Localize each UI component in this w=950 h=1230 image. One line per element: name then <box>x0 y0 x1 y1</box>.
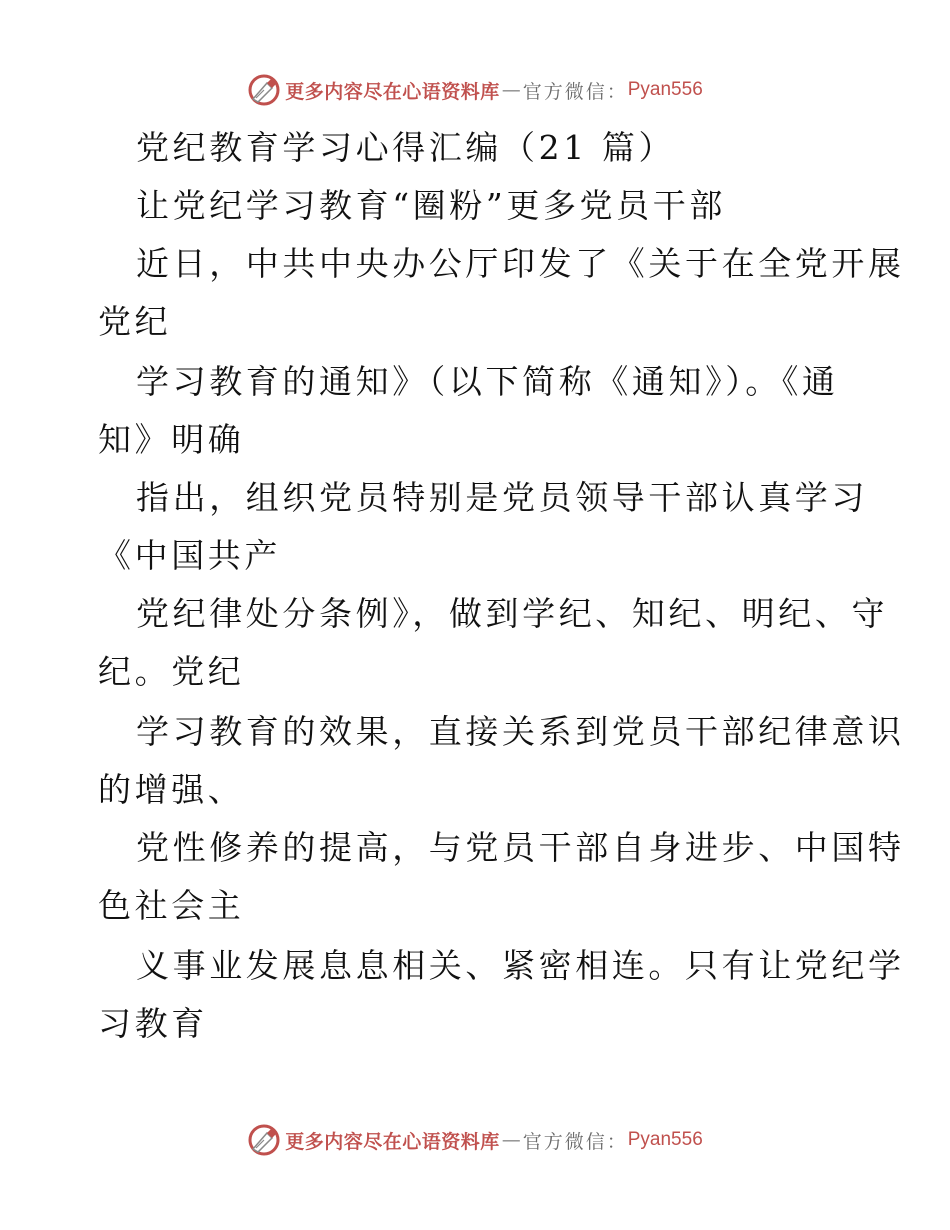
watermark-dash: — <box>501 1129 521 1151</box>
watermark-wechat-label: 官方微信： <box>522 80 628 103</box>
text-line: 近日，中共中央办公厅印发了《关于在全党开展 <box>136 244 905 283</box>
text-line: 习教育 <box>98 1004 208 1043</box>
watermark-wechat-id: Pyan556 <box>627 79 703 100</box>
text-line: 义事业发展息息相关、紧密相连。只有让党纪学 <box>136 946 905 985</box>
text-line: 党性修养的提高，与党员干部自身进步、中国特 <box>136 828 905 867</box>
watermark-dash: — <box>501 79 521 101</box>
text-line: 学习教育的通知》（以下简称《通知》）。《通 <box>136 362 839 401</box>
watermark-main-text: 更多内容尽在心语资料库 <box>285 1130 500 1153</box>
watermark-wechat-id: Pyan556 <box>627 1129 703 1150</box>
document-title: 党纪教育学习心得汇编（21 篇） <box>136 128 676 167</box>
watermark-main-text: 更多内容尽在心语资料库 <box>285 80 500 103</box>
text-line: 知》明确 <box>98 420 245 459</box>
header-watermark <box>0 70 950 110</box>
text-line: 党纪律处分条例》，做到学纪、知纪、明纪、守 <box>136 594 889 633</box>
text-line: 党纪 <box>98 302 172 341</box>
pen-nib-logo-icon <box>247 73 281 107</box>
text-line: 指出，组织党员特别是党员领导干部认真学习 <box>136 478 868 517</box>
text-line: 色社会主 <box>98 886 245 925</box>
footer-watermark <box>0 1120 950 1160</box>
document-subtitle: 让党纪学习教育“圈粉”更多党员干部 <box>136 186 726 225</box>
text-line: 学习教育的效果，直接关系到党员干部纪律意识 <box>136 712 905 751</box>
watermark-wechat-label: 官方微信： <box>522 1130 628 1153</box>
pen-nib-logo-icon <box>247 1123 281 1157</box>
text-line: 的增强、 <box>98 770 245 809</box>
text-line: 纪。党纪 <box>98 652 245 691</box>
text-line: 《中国共产 <box>98 536 281 575</box>
